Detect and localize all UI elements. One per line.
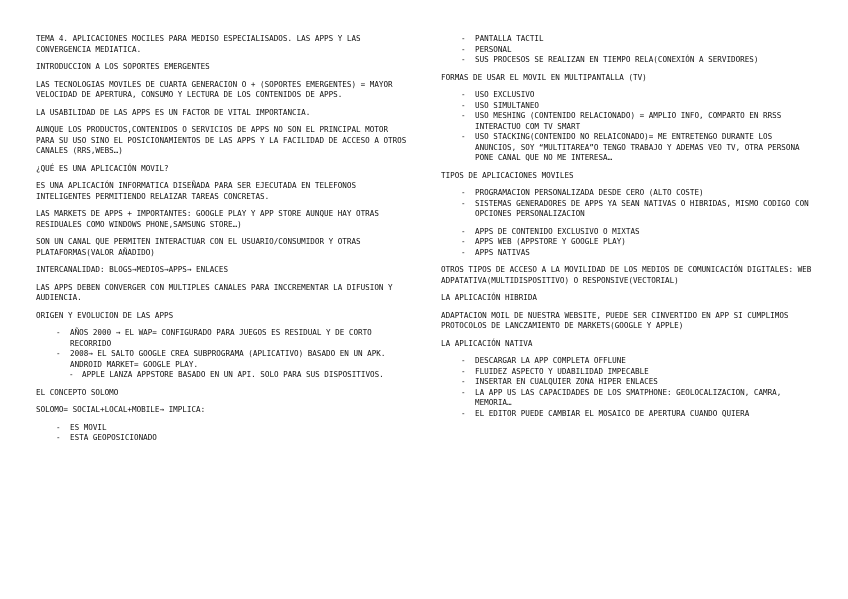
- types-list-b: [441, 227, 813, 259]
- list-item: - PANTALLA TACTIL: [441, 34, 813, 45]
- multiscreen-list: [441, 90, 813, 164]
- list-item: - APPS NATIVAS: [441, 248, 813, 259]
- paragraph-other-access: OTROS TIPOS DE ACCESO A LA MOVILIDAD DE LOS MEDIOS DE COMUNICACIÓN DIGITALES: WEB ADPATATIVA(MULTIDISPOSITIVO) O RESPONSIVE(VECTORIAL): [441, 265, 812, 285]
- types-list-a: [441, 188, 813, 220]
- list-item: - DESCARGAR LA APP COMPLETA OFFLUNE: [441, 356, 813, 367]
- list-item: - LA APP US LAS CAPACIDADES DE LOS SMATPHONE: GEOLOCALIZACION, CAMRA, MEMORIA…: [441, 388, 813, 409]
- list-item: - APPS DE CONTENIDO EXCLUSIVO O MIXTAS: [441, 227, 813, 238]
- list-item: - 2008→ EL SALTO GOOGLE CREA SUBPROGRAMA (APLICATIVO) BASADO EN UN APK. ANDROID MARKET= GOOGLE PLAY.: [36, 349, 408, 370]
- list-item: - ESTA GEOPOSICIONADO: [36, 433, 408, 444]
- list-item: - FLUIDEZ ASPECTO Y UDABILIDAD IMPECABLE: [441, 367, 813, 378]
- paragraph-hybrid: ADAPTACION MOIL DE NUESTRA WEBSITE, PUEDE SER CINVERTIDO EN APP SI CUMPLIMOS PROTOCOLOS DE LANCZAMIENTO DE MARKETS(GOOGLE Y APPLE): [441, 310, 789, 330]
- list-item: - INSERTAR EN CUALQUIER ZONA HIPER ENLACES: [441, 377, 813, 388]
- solomo-list: [36, 423, 408, 444]
- right-column: [441, 34, 813, 426]
- paragraph-usability: LA USABILIDAD DE LAS APPS ES UN FACTOR DE VITAL IMPORTANCIA.: [36, 107, 311, 117]
- list-item: - USO SIMULTANEO: [441, 101, 813, 112]
- paragraph-intercanalidad: INTERCANALIDAD: BLOGS→MEDIOS→APPS→ ENLACES: [36, 265, 229, 274]
- origin-sub-list: [36, 370, 408, 381]
- list-item: - SUS PROCESOS SE REALIZAN EN TIEMPO RELA(CONEXIÓN A SERVIDORES): [441, 55, 813, 66]
- list-item: - ES MOVIL: [36, 423, 408, 434]
- section-heading-native: LA APLICACIÓN NATIVA: [441, 338, 533, 348]
- list-item: - USO STACKING(CONTENIDO NO RELAICONADO)= ME ENTRETENGO DURANTE LOS ANUNCIOS, SOY “MULTITAREA”O TENGO TRABAJO Y ADEMAS VEO TV, OTRA PERSONA PONE CANAL QUE NO ME INTERESA…: [441, 132, 813, 164]
- list-item: - USO MESHING (CONTENIDO RELACIONADO) = AMPLIO INFO, COMPARTO EN RRSS INTERACTUO COM TV SMART: [441, 111, 813, 132]
- origin-list: [36, 328, 408, 370]
- list-item: - PERSONAL: [441, 45, 813, 56]
- section-heading-question: ¿QUÉ ES UNA APLICACIÓN MOVIL?: [36, 163, 169, 173]
- section-heading-intro: INTRODUCCION A LOS SOPORTES EMERGENTES: [36, 62, 210, 71]
- list-item: - APPS WEB (APPSTORE Y GOOGLE PLAY): [441, 237, 813, 248]
- paragraph-solomo-def: SOLOMO= SOCIAL+LOCAL+MOBILE→ IMPLICA:: [36, 405, 206, 414]
- document-title: TEMA 4. APLICACIONES MOCILES PARA MEDISO ESPECIALISADOS. LAS APPS Y LAS CONVERGENCIA MEDIATICA.: [36, 34, 361, 54]
- list-item: - PROGRAMACION PERSONALIZADA DESDE CERO (ALTO COSTE): [441, 188, 813, 199]
- list-item: - AÑOS 2000 → EL WAP= CONFIGURADO PARA JUEGOS ES RESIDUAL Y DE CORTO RECORRIDO: [36, 328, 408, 349]
- section-heading-types: TIPOS DE APLICACIONES MOVILES: [441, 170, 574, 180]
- native-list: [441, 356, 813, 419]
- paragraph-channel: SON UN CANAL QUE PERMITEN INTERACTUAR CON EL USUARIO/CONSUMIDOR Y OTRAS PLATAFORMAS(VALOR AÑADIDO): [36, 237, 361, 257]
- paragraph-4g-tech: LAS TECNOLOGIAS MOVILES DE CUARTA GENERACION O + (SOPORTES EMERGENTES) = MAYOR VELOCIDAD DE APERTURA, CONSUMO Y LECTURA DE LOS CONTENIDOS DE APPS.: [36, 79, 393, 99]
- solomo-list-continued: [441, 34, 813, 66]
- section-heading-multiscreen: FORMAS DE USAR EL MOVIL EN MULTIPANTALLA (TV): [441, 72, 647, 82]
- paragraph-definition: ES UNA APLICACIÓN INFORMATICA DISEÑADA PARA SER EJECUTADA EN TELEFONOS INTELIGENTES PERMITIENDO RELAIZAR TAREAS CONCRETAS.: [36, 181, 357, 201]
- paragraph-markets: LAS MARKETS DE APPS + IMPORTANTES: GOOGLE PLAY Y APP STORE AUNQUE HAY OTRAS RESIDUALES COMO WINDOWS PHONE,SAMSUNG STORE…): [36, 209, 379, 229]
- section-heading-origin: ORIGEN Y EVOLUCION DE LAS APPS: [36, 310, 174, 320]
- list-item: - USO EXCLUSIVO: [441, 90, 813, 101]
- list-item: - APPLE LANZA APPSTORE BASADO EN UN API. SOLO PARA SUS DISPOSITIVOS.: [36, 370, 408, 381]
- list-item: - EL EDITOR PUEDE CAMBIAR EL MOSAICO DE APERTURA CUANDO QUIERA: [441, 409, 813, 420]
- section-heading-solomo: EL CONCEPTO SOLOMO: [36, 387, 119, 397]
- list-item: - SISTEMAS GENERADORES DE APPS YA SEAN NATIVAS O HIBRIDAS, MISMO CODIGO CON OPCIONES PERSONALIZACION: [441, 199, 813, 220]
- paragraph-positioning: AUNQUE LOS PRODUCTOS,CONTENIDOS O SERVICIOS DE APPS NO SON EL PRINCIPAL MOTOR PARA SU USO SINO EL POSICIONAMIENTOS DE LAS APPS Y LA FACILIDAD DE ACCESO A OTROS CANALES (RRS,WEBS…): [36, 125, 407, 155]
- paragraph-converge: LAS APPS DEBEN CONVERGER CON MULTIPLES CANALES PARA INCCREMENTAR LA DIFUSION Y AUDIENCIA.: [36, 282, 393, 302]
- section-heading-hybrid: LA APLICACIÓN HIBRIDA: [441, 293, 538, 302]
- left-column: [36, 34, 408, 451]
